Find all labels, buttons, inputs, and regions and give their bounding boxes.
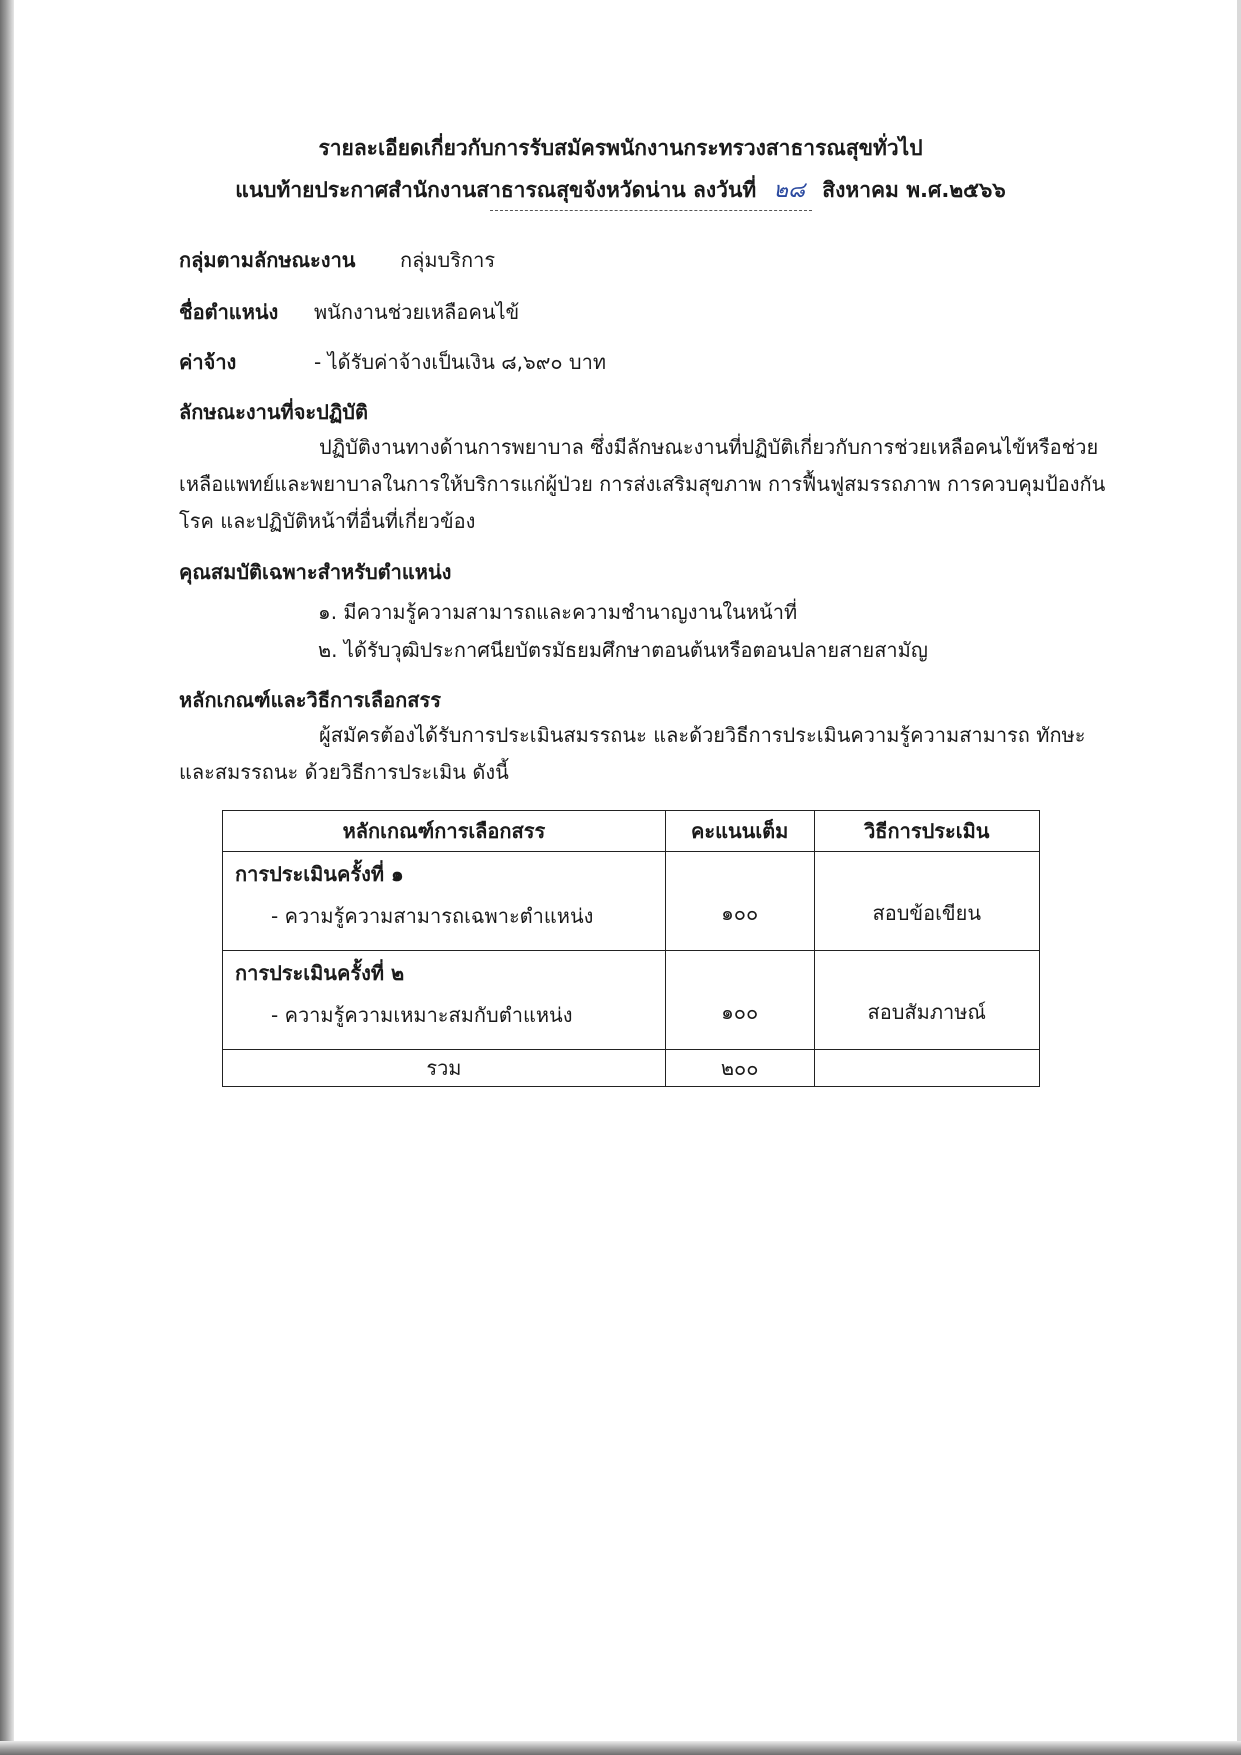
group-value: กลุ่มบริการ: [400, 248, 496, 272]
round-title: การประเมินครั้งที่ ๒: [235, 961, 405, 985]
total-method-empty: [814, 1050, 1039, 1087]
subtitle-suffix: สิงหาคม พ.ศ.๒๕๖๖: [822, 178, 1006, 202]
table-row: [223, 852, 1040, 951]
document-title: รายละเอียดเกี่ยวกับการรับสมัครพนักงานกระทรวงสาธารณสุขทั่วไป: [318, 136, 923, 160]
method-cell: สอบสัมภาษณ์: [814, 951, 1039, 1050]
position-label: ชื่อตำแหน่ง: [179, 300, 279, 324]
method-cell: สอบข้อเขียน: [814, 852, 1039, 951]
total-score: ๒๐๐: [665, 1050, 814, 1087]
header-criteria: หลักเกณฑ์การเลือกสรร: [223, 811, 666, 852]
group-label: กลุ่มตามลักษณะงาน: [179, 248, 356, 272]
round-subject: - ความรู้ความเหมาะสมกับตำแหน่ง: [271, 1003, 573, 1027]
table-row: [223, 951, 1040, 1050]
group-row: [179, 244, 495, 276]
selection-heading: หลักเกณฑ์และวิธีการเลือกสรร: [179, 688, 441, 712]
round-subject: - ความรู้ความสามารถเฉพาะตำแหน่ง: [271, 904, 594, 928]
position-value: พนักงานช่วยเหลือคนไข้: [314, 300, 520, 324]
duties-text: ปฏิบัติงานทางด้านการพยาบาล ซึ่งมีลักษณะงานที่ปฏิบัติเกี่ยวกับการช่วยเหลือคนไข้หรือช่วยเหลือแพทย์และพยาบาลในการให้บริการแก่ผู้ป่วย การส่งเสริมสุขภาพ การฟื้นฟูสมรรถภาพ การควบคุมป้องกันโรค และปฏิบัติหน้าที่อื่นที่เกี่ยวข้อง: [179, 435, 1106, 533]
handwritten-day: ๒๘: [773, 178, 805, 203]
wage-value: - ได้รับค่าจ้างเป็นเงิน ๘,๖๙๐ บาท: [314, 350, 607, 374]
round-title: การประเมินครั้งที่ ๑: [235, 862, 404, 886]
total-label: รวม: [223, 1050, 666, 1087]
qualification-item-2: ๒. ได้รับวุฒิประกาศนียบัตรมัธยมศึกษาตอนต้นหรือตอนปลายสายสามัญ: [318, 638, 928, 662]
header-method: วิธีการประเมิน: [814, 811, 1039, 852]
document-subtitle: [0, 172, 1241, 207]
qualification-item-1: ๑. มีความรู้ความสามารถและความชำนาญงานในหน้าที่: [318, 600, 798, 624]
wage-label: ค่าจ้าง: [179, 350, 237, 374]
criteria-cell: [223, 852, 666, 951]
header-score: คะแนนเต็ม: [665, 811, 814, 852]
criteria-cell: [223, 951, 666, 1050]
wage-row: [179, 346, 606, 378]
duties-heading: ลักษณะงานที่จะปฏิบัติ: [179, 400, 368, 424]
criteria-table: [222, 810, 1040, 1087]
score-cell: ๑๐๐: [665, 852, 814, 951]
subtitle-prefix: แนบท้ายประกาศสำนักงานสาธารณสุขจังหวัดน่าน ลงวันที่: [235, 178, 757, 202]
total-row: [223, 1050, 1040, 1087]
dashed-divider: [490, 210, 812, 211]
position-row: [179, 296, 519, 328]
selection-text: ผู้สมัครต้องได้รับการประเมินสมรรถนะ และด้วยวิธีการประเมินความรู้ความสามารถ ทักษะและสมรรถนะ ด้วยวิธีการประเมิน ดังนี้: [179, 723, 1086, 784]
table-header-row: [223, 811, 1040, 852]
qualifications-heading: คุณสมบัติเฉพาะสำหรับตำแหน่ง: [179, 560, 452, 584]
score-cell: ๑๐๐: [665, 951, 814, 1050]
